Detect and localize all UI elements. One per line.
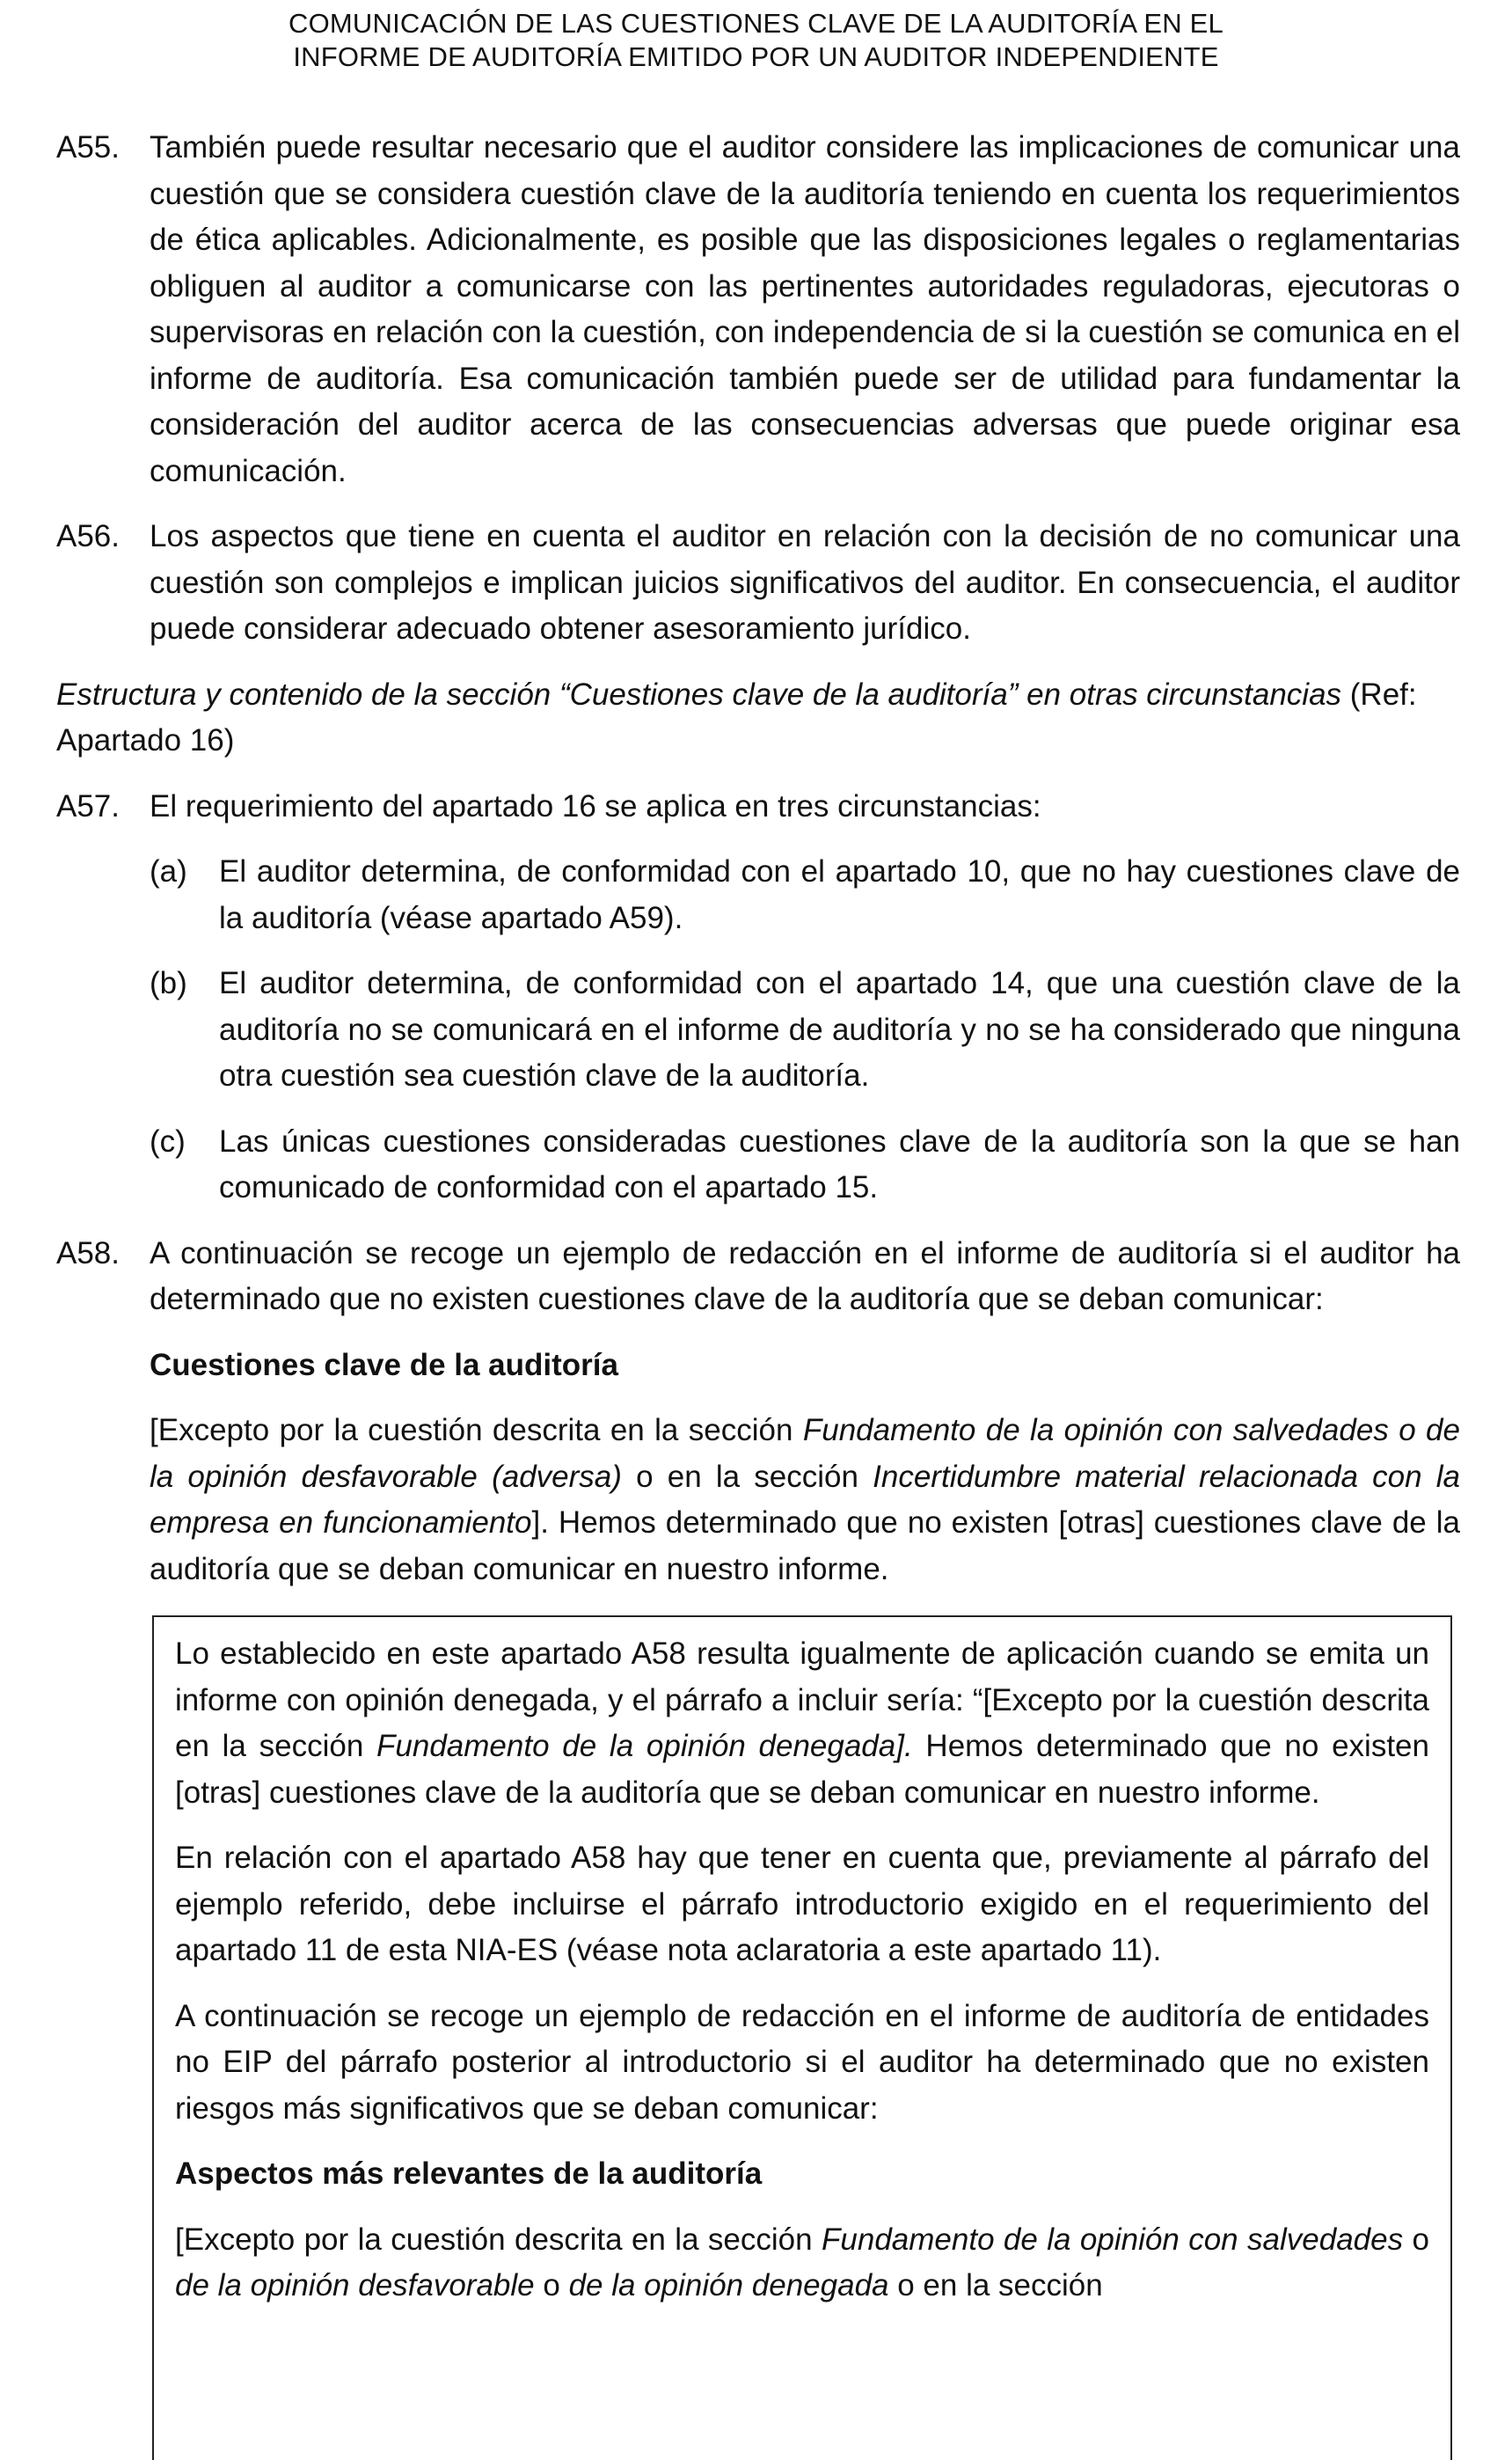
note-paragraph-4 <box>175 2217 1429 2310</box>
paragraph-text: A continuación se recoge un ejemplo de redacción en el informe de auditoría si el auditor ha determinado que no existen cuestiones clave de la auditoría que se deban comunicar: <box>150 1235 1460 1316</box>
document-body <box>56 125 1460 1612</box>
list-item-text: Las únicas cuestiones consideradas cuestiones clave de la auditoría son la que se han comunicado de conformidad con el apartado 15. <box>219 1124 1460 1204</box>
list-item-text: El auditor determina, de conformidad con el apartado 14, que una cuestión clave de la auditoría no se comunicará en el informe de auditoría y no se ha considerado que ninguna otra cuestión sea cuestión clave de la auditoría. <box>219 966 1460 1093</box>
note-italic-part: Fundamento de la opinión con salvedades <box>822 2222 1404 2257</box>
header-line-1: COMUNICACIÓN DE LAS CUESTIONES CLAVE DE LA AUDITORÍA EN EL <box>289 8 1223 39</box>
paragraph-a58 <box>56 1231 1460 1323</box>
note-paragraph-3: A continuación se recoge un ejemplo de redacción en el informe de auditoría de entidades no EIP del párrafo posterior al introductorio si el auditor ha determinado que no existen riesgos más significativos que se deban comunicar: <box>175 1998 1429 2126</box>
list-item-a <box>150 849 1460 941</box>
note-text-part: Hemos determinado que no existen [otras] cuestiones clave de la auditoría que se deban comunicar en nuestro informe. <box>175 1729 1429 1810</box>
paragraph-a57 <box>56 784 1460 831</box>
list-item-label: (b) <box>150 966 187 1000</box>
paragraph-a55 <box>56 125 1460 494</box>
example-italic-part: Fundamento de la opinión con salvedades o de la opinión desfavorable (adversa) <box>150 1413 1460 1494</box>
paragraph-number: A57. <box>56 788 120 824</box>
note-italic-part: Fundamento de la opinión denegada]. <box>376 1729 913 1763</box>
section-heading <box>56 672 1460 765</box>
page-header <box>0 7 1512 74</box>
note-text-part: o en la sección <box>888 2268 1103 2303</box>
example-heading: Cuestiones clave de la auditoría <box>150 1347 618 1382</box>
example-text <box>150 1408 1460 1592</box>
note-text-part: Lo establecido en este apartado A58 resulta igualmente de aplicación cuando se emita un informe con opinión denegada, y el párrafo a incluir sería: “[Excepto por la cuestión descrita en la sección <box>175 1636 1429 1763</box>
section-heading-ref: (Ref: Apartado 16) <box>56 677 1417 758</box>
list-item-label: (a) <box>150 854 187 889</box>
example-text-part: ]. Hemos determinado que no existen [otras] cuestiones clave de la auditoría que se deban comunicar en nuestro informe. <box>150 1505 1460 1586</box>
paragraph-a56 <box>56 514 1460 653</box>
paragraph-number: A55. <box>56 130 120 165</box>
section-heading-title: Estructura y contenido de la sección “Cuestiones clave de la auditoría” en otras circunstancias <box>56 677 1342 712</box>
list-item-text: El auditor determina, de conformidad con el apartado 10, que no hay cuestiones clave de la auditoría (véase apartado A59). <box>219 854 1460 935</box>
list-item-c <box>150 1119 1460 1212</box>
explanatory-note-box <box>152 1615 1452 2460</box>
note-paragraph-2: En relación con el apartado A58 hay que tener en cuenta que, previamente al párrafo del ejemplo referido, debe incluirse el párrafo introductorio exigido en el requerimiento del apartado 11 de esta NIA-ES (véase nota aclaratoria a este apartado 11). <box>175 1841 1429 1967</box>
note-heading: Aspectos más relevantes de la auditoría <box>175 2156 763 2191</box>
note-text-part: o <box>1403 2222 1429 2257</box>
paragraph-number: A58. <box>56 1235 120 1270</box>
paragraph-text: También puede resultar necesario que el auditor considere las implicaciones de comunicar una cuestión que se considera cuestión clave de la auditoría teniendo en cuenta los requerimientos de ética aplicables. Adicionalmente, es posible que las disposiciones legales o reglamentarias obliguen al auditor a comunicarse con las pertinentes autoridades reguladoras, ejecutoras o supervisoras en relación con la cuestión, con independencia de si la cuestión se comunica en el informe de auditoría. Esa comunicación también puede ser de utilidad para fundamentar la consideración del auditor acerca de las consecuencias adversas que puede originar esa comunicación. <box>150 130 1460 488</box>
list-item-label: (c) <box>150 1124 186 1159</box>
note-text-part: o <box>534 2268 569 2303</box>
paragraph-text: Los aspectos que tiene en cuenta el auditor en relación con la decisión de no comunicar una cuestión son complejos e implican juicios significativos del auditor. En consecuencia, el auditor puede considerar adecuado obtener asesoramiento jurídico. <box>150 519 1460 646</box>
example-text-part: o en la sección <box>621 1459 873 1494</box>
example-italic-part: Incertidumbre material relacionada con la empresa en funcionamiento <box>150 1459 1460 1540</box>
note-text-part: [Excepto por la cuestión descrita en la sección <box>175 2222 822 2257</box>
note-paragraph-1 <box>175 1631 1429 1816</box>
example-text-part: [Excepto por la cuestión descrita en la sección <box>150 1413 803 1447</box>
note-italic-part: de la opinión desfavorable <box>175 2268 535 2303</box>
list-item-b <box>150 961 1460 1100</box>
note-italic-part: de la opinión denegada <box>568 2268 889 2303</box>
header-line-2: INFORME DE AUDITORÍA EMITIDO POR UN AUDITOR INDEPENDIENTE <box>293 41 1219 72</box>
paragraph-number: A56. <box>56 519 120 553</box>
paragraph-text: El requerimiento del apartado 16 se aplica en tres circunstancias: <box>150 788 1041 824</box>
